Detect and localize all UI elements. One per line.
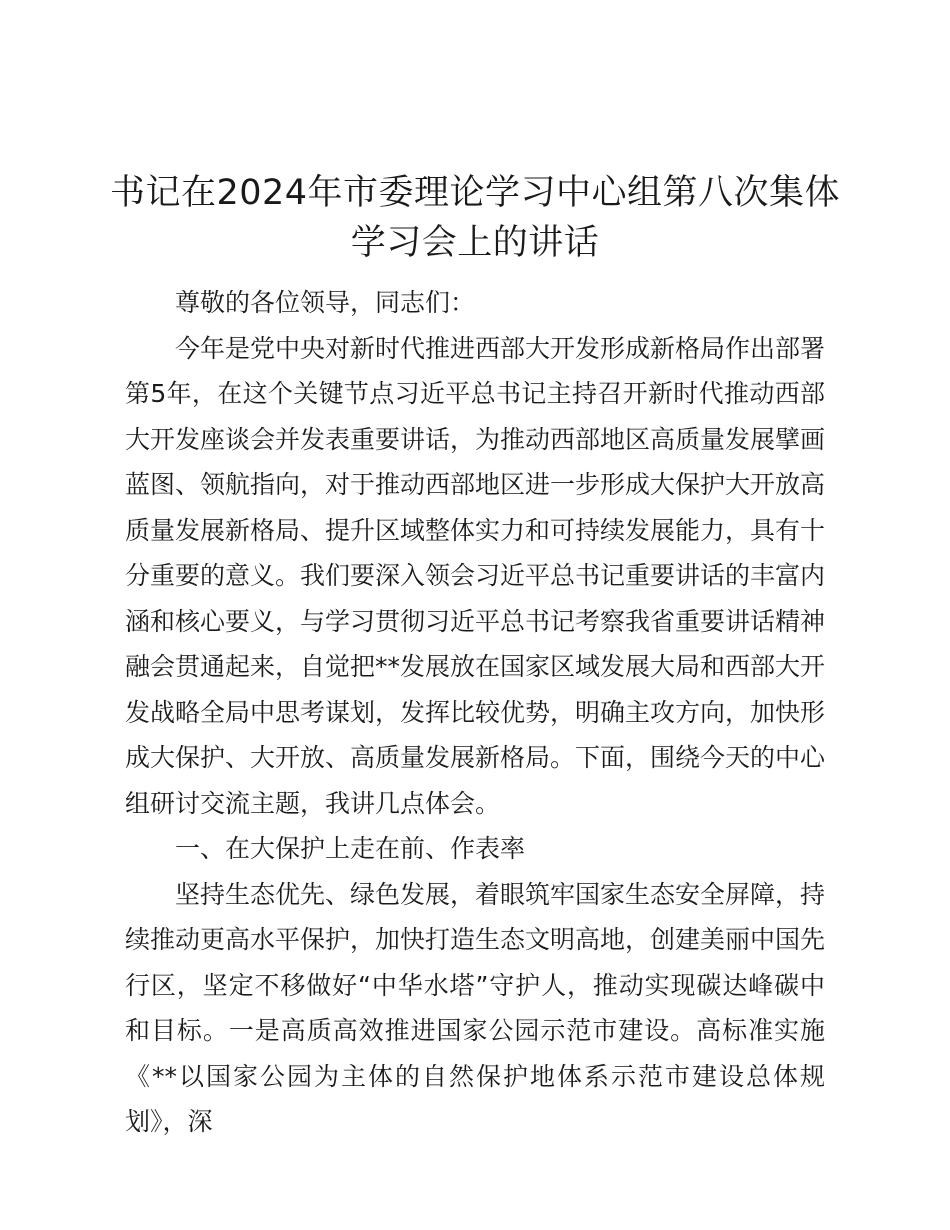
intro-paragraph: 今年是党中央对新时代推进西部大开发形成新格局作出部署第5年，在这个关键节点习近平总书记主持召开新时代推动西部大开发座谈会并发表重要讲话，为推动西部地区高质量发展擘画蓝图、领航指向，对于推动西部地区进一步形成大保护大开放高质量发展新格局、提升区域整体实力和可持续发展能力，具有十分重要的意义。我们要深入领会习近平总书记重要讲话的丰富内涵和核心要义，与学习贯彻习近平总书记考察我省重要讲话精神融会贯通起来，自觉把**发展放在国家区域发展大局和西部大开发战略全局中思考谋划，发挥比较优势，明确主攻方向，加快形成大保护、大开放、高质量发展新格局。下面，围绕今天的中心组研讨交流主题，我讲几点体会。 bbox=[125, 333, 826, 818]
document-title: 书记在2024年市委理论学习中心组第八次集体学习会上的讲话 bbox=[109, 173, 841, 263]
document-body bbox=[125, 280, 825, 1145]
salutation-paragraph: 尊敬的各位领导，同志们： bbox=[175, 288, 476, 317]
section-paragraph: 坚持生态优先、绿色发展，着眼筑牢国家生态安全屏障，持续推动更高水平保护，加快打造生态文明高地，创建美丽中国先行区，坚定不移做好“中华水塔”守护人，推动实现碳达峰碳中和目标。一是高质高效推进国家公园示范市建设。高标准实施《**以国家公园为主体的自然保护地体系示范市建设总体规划》，深 bbox=[125, 879, 826, 1136]
section-heading: 一、在大保护上走在前、作表率 bbox=[175, 834, 526, 863]
